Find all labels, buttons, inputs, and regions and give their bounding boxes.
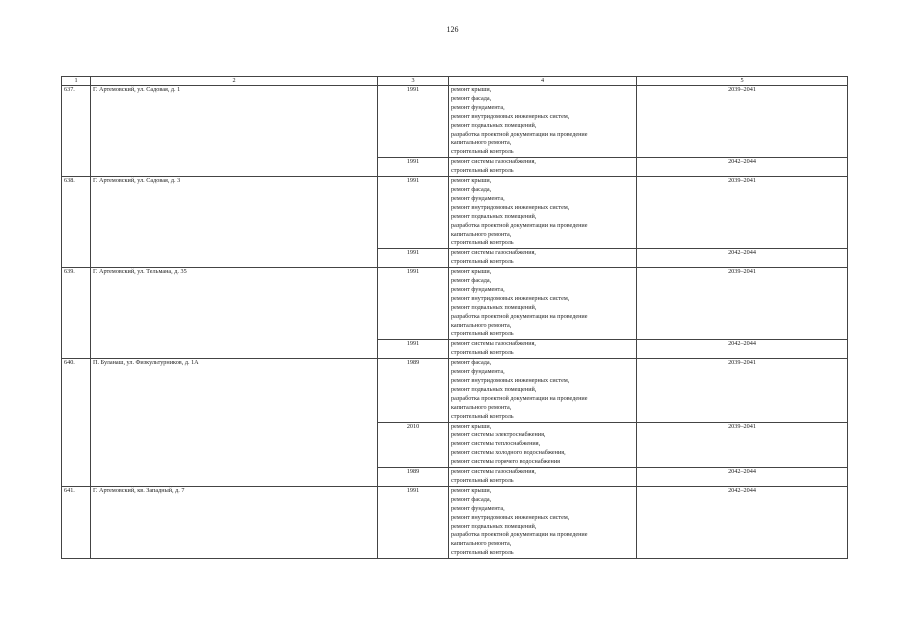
building-address: Г. Артемовский, кв. Западный, д. 7	[91, 486, 378, 558]
header-col-1: 1	[62, 77, 91, 86]
commission-year: 1989	[378, 359, 449, 422]
repair-work-item: ремонт внутридомовых инженерных систем,	[451, 377, 570, 384]
repair-work-item: ремонт системы газоснабжения,	[451, 158, 536, 166]
repair-work-item: строительный контроль	[451, 412, 514, 420]
repair-work-item: ремонт системы газоснабжения,	[451, 468, 536, 476]
table-row	[62, 359, 848, 422]
repair-work-item: разработка проектной документации на проведение	[451, 221, 588, 229]
commission-year: 1991	[378, 86, 449, 158]
repair-period: 2042–2044	[637, 340, 848, 359]
repair-work-item: разработка проектной документации на проведение	[451, 130, 588, 138]
table-row	[62, 268, 848, 340]
repair-work-item: строительный контроль	[451, 476, 514, 484]
repair-work-item: строительный контроль	[451, 148, 514, 156]
repair-works-list	[449, 177, 637, 249]
repair-period: 2042–2044	[637, 249, 848, 268]
repair-work-item: ремонт фундамента,	[451, 285, 505, 293]
repair-work-item: строительный контроль	[451, 258, 514, 266]
repair-work-item: ремонт крыши,	[451, 177, 492, 185]
repair-period: 2039–2041	[637, 268, 848, 340]
entry-number: 637.	[62, 86, 91, 177]
commission-year: 1991	[378, 268, 449, 340]
repair-work-item: ремонт подвальных помещений,	[451, 121, 537, 129]
repair-work-item: капитального ремонта,	[451, 139, 512, 147]
commission-year: 1991	[378, 177, 449, 249]
repair-work-item: разработка проектной документации на проведение	[451, 394, 588, 402]
repair-work-item: разработка проектной документации на проведение	[451, 312, 588, 320]
repair-works-list	[449, 359, 637, 422]
page-number: 126	[446, 25, 459, 34]
header-col-4: 4	[449, 77, 637, 86]
repair-work-item: ремонт внутридомовых инженерных систем,	[451, 203, 570, 211]
repair-works-list	[449, 86, 637, 158]
repair-work-item: ремонт крыши,	[451, 422, 492, 430]
commission-year: 1991	[378, 340, 449, 359]
repair-work-item: ремонт фундамента,	[451, 194, 505, 202]
repair-work-item: ремонт внутридомовых инженерных систем,	[451, 112, 570, 120]
repair-work-item: капитального ремонта,	[451, 321, 512, 329]
repair-period: 2042–2044	[637, 486, 848, 558]
repair-work-item: ремонт внутридомовых инженерных систем,	[451, 513, 570, 521]
repair-work-item: строительный контроль	[451, 549, 514, 557]
repair-work-item: капитального ремонта,	[451, 230, 512, 238]
capital-repair-table	[61, 76, 848, 559]
header-col-3: 3	[378, 77, 449, 86]
commission-year: 2010	[378, 422, 449, 468]
repair-work-item: ремонт крыши,	[451, 86, 492, 93]
commission-year: 1991	[378, 158, 449, 177]
repair-period: 2039–2041	[637, 359, 848, 422]
commission-year: 1991	[378, 486, 449, 558]
repair-period: 2039–2041	[637, 422, 848, 468]
repair-work-item: ремонт системы газоснабжения,	[451, 249, 536, 257]
header-col-2: 2	[91, 77, 378, 86]
repair-works-list	[449, 486, 637, 558]
commission-year: 1991	[378, 249, 449, 268]
repair-work-item: ремонт внутридомовых инженерных систем,	[451, 294, 570, 302]
repair-period: 2042–2044	[637, 158, 848, 177]
repair-work-item: ремонт системы холодного водоснабжения,	[451, 449, 566, 457]
repair-work-item: ремонт подвальных помещений,	[451, 385, 537, 393]
table-row	[62, 177, 848, 249]
building-address: П. Буланаш, ул. Физкультурников, д. 1А	[91, 359, 378, 487]
repair-work-item: ремонт подвальных помещений,	[451, 212, 537, 220]
building-address: Г. Артемовский, ул. Садовая, д. 1	[91, 86, 378, 177]
repair-works-list	[449, 340, 637, 359]
repair-period: 2042–2044	[637, 468, 848, 487]
table-row	[62, 86, 848, 158]
repair-work-item: ремонт подвальных помещений,	[451, 522, 537, 530]
repair-work-item: строительный контроль	[451, 167, 514, 175]
table-header	[62, 77, 848, 86]
repair-work-item: ремонт фундамента,	[451, 504, 505, 512]
repair-work-item: ремонт системы газоснабжения,	[451, 340, 536, 348]
repair-period: 2039–2041	[637, 86, 848, 158]
repair-work-item: ремонт системы электроснабжения,	[451, 431, 546, 439]
repair-works-list	[449, 468, 637, 487]
commission-year: 1989	[378, 468, 449, 487]
header-col-5: 5	[637, 77, 848, 86]
header-row	[62, 77, 848, 86]
repair-work-item: ремонт фундамента,	[451, 368, 505, 376]
repair-work-item: ремонт фасада,	[451, 277, 492, 285]
repair-work-item: ремонт фундамента,	[451, 103, 505, 111]
entry-number: 639.	[62, 268, 91, 359]
repair-work-item: строительный контроль	[451, 239, 514, 247]
repair-work-item: разработка проектной документации на проведение	[451, 531, 588, 539]
repair-work-item: ремонт фасада,	[451, 359, 492, 367]
entry-number: 641.	[62, 486, 91, 558]
table-row	[62, 486, 848, 558]
repair-works-list	[449, 422, 637, 468]
repair-work-item: ремонт системы горячего водоснабжения	[451, 458, 560, 466]
repair-work-item: строительный контроль	[451, 349, 514, 357]
repair-work-item: строительный контроль	[451, 330, 514, 338]
repair-work-item: ремонт фасада,	[451, 495, 492, 503]
repair-work-item: ремонт крыши,	[451, 268, 492, 276]
repair-work-item: ремонт фасада,	[451, 185, 492, 193]
table-body	[62, 86, 848, 559]
repair-work-item: капитального ремонта,	[451, 403, 512, 411]
building-address: Г. Артемовский, ул. Садовая, д. 3	[91, 177, 378, 268]
repair-works-list	[449, 249, 637, 268]
repair-work-item: ремонт подвальных помещений,	[451, 303, 537, 311]
entry-number: 640.	[62, 359, 91, 487]
repair-work-item: ремонт системы теплоснабжения,	[451, 440, 541, 448]
repair-work-item: ремонт крыши,	[451, 486, 492, 494]
repair-work-item: капитального ремонта,	[451, 540, 512, 548]
repair-work-item: ремонт фасада,	[451, 94, 492, 102]
building-address: Г. Артемовский, ул. Тельмана, д. 35	[91, 268, 378, 359]
repair-period: 2039–2041	[637, 177, 848, 249]
entry-number: 638.	[62, 177, 91, 268]
repair-works-list	[449, 268, 637, 340]
repair-works-list	[449, 158, 637, 177]
